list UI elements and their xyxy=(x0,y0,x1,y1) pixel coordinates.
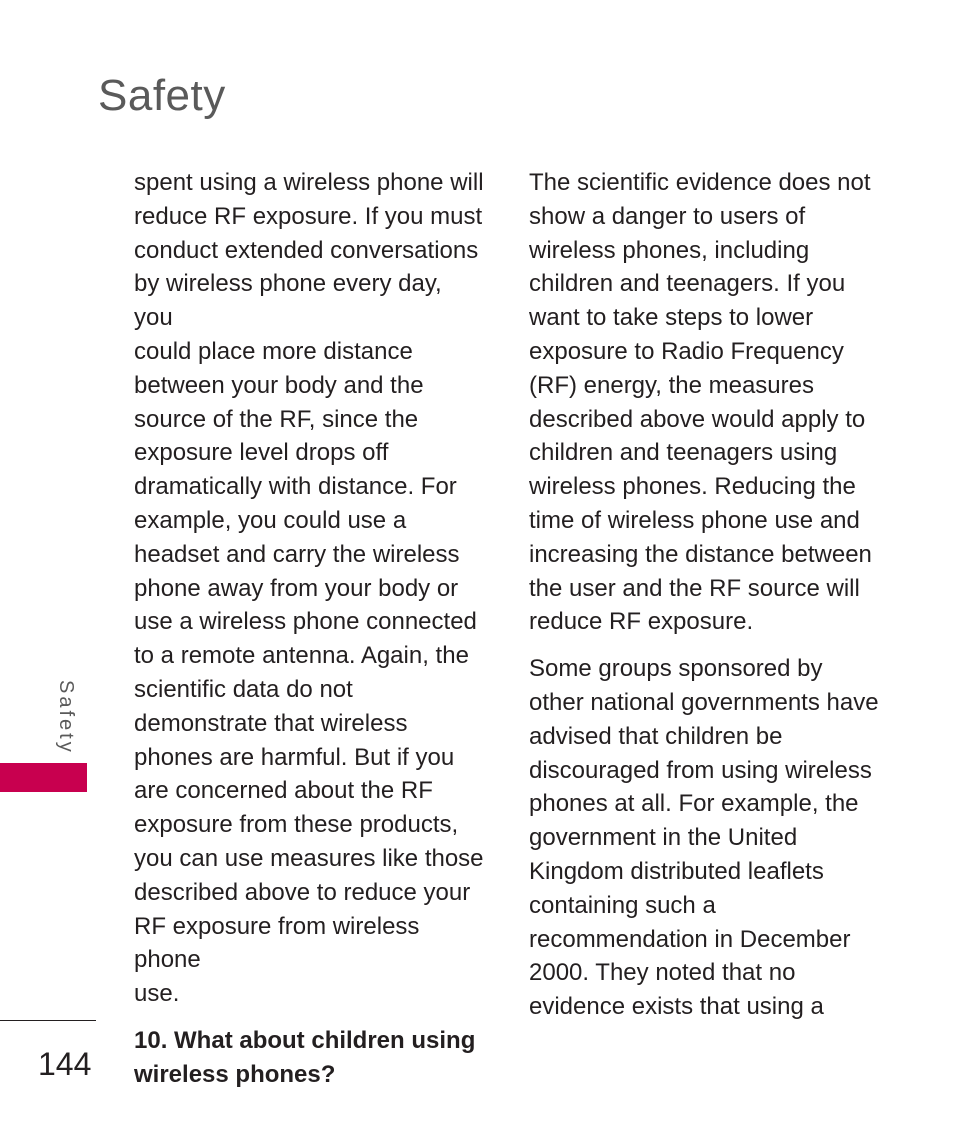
body-paragraph: spent using a wireless phone will reduce RF exposure. If you must conduct extended conversations by wireless phone every day, you could place more distance between your body and the source of the RF, since the exposure level drops off dramatically with distance. For example, you could use a headset and carry the wireless phone away from your body or use a wireless phone connected to a remote antenna. Again, the scientific data do not demonstrate that wireless phones are harmful. But if you are concerned about the RF exposure from these products, you can use measures like those described above to reduce your RF exposure from wireless phone use. xyxy=(134,169,484,1008)
section-heading: 10. What about children using wireless phones? xyxy=(134,1026,476,1088)
side-tab-marker xyxy=(0,763,87,792)
side-tab-label: Safety xyxy=(55,680,77,755)
footer-divider xyxy=(0,1020,96,1021)
body-paragraph: Some groups sponsored by other national governments have advised that children be discouraged from using wireless phones at all. For example, the government in the United Kingdom distributed leaflets containing such a recommendation in December 2000. They noted that no evidence exists that using a xyxy=(529,655,879,1021)
page-number: 144 xyxy=(38,1046,92,1082)
body-paragraph: The scientific evidence does not show a danger to users of wireless phones, including children and teenagers. If you want to take steps to lower exposure to Radio Frequency (RF) energy, the measures described above would apply to children and teenagers using wireless phones. Reducing the time of wireless phone use and increasing the distance between the user and the RF source will reduce RF exposure. xyxy=(529,169,872,636)
page-title: Safety xyxy=(98,71,226,120)
right-column xyxy=(529,166,881,1024)
left-column xyxy=(134,166,484,1092)
